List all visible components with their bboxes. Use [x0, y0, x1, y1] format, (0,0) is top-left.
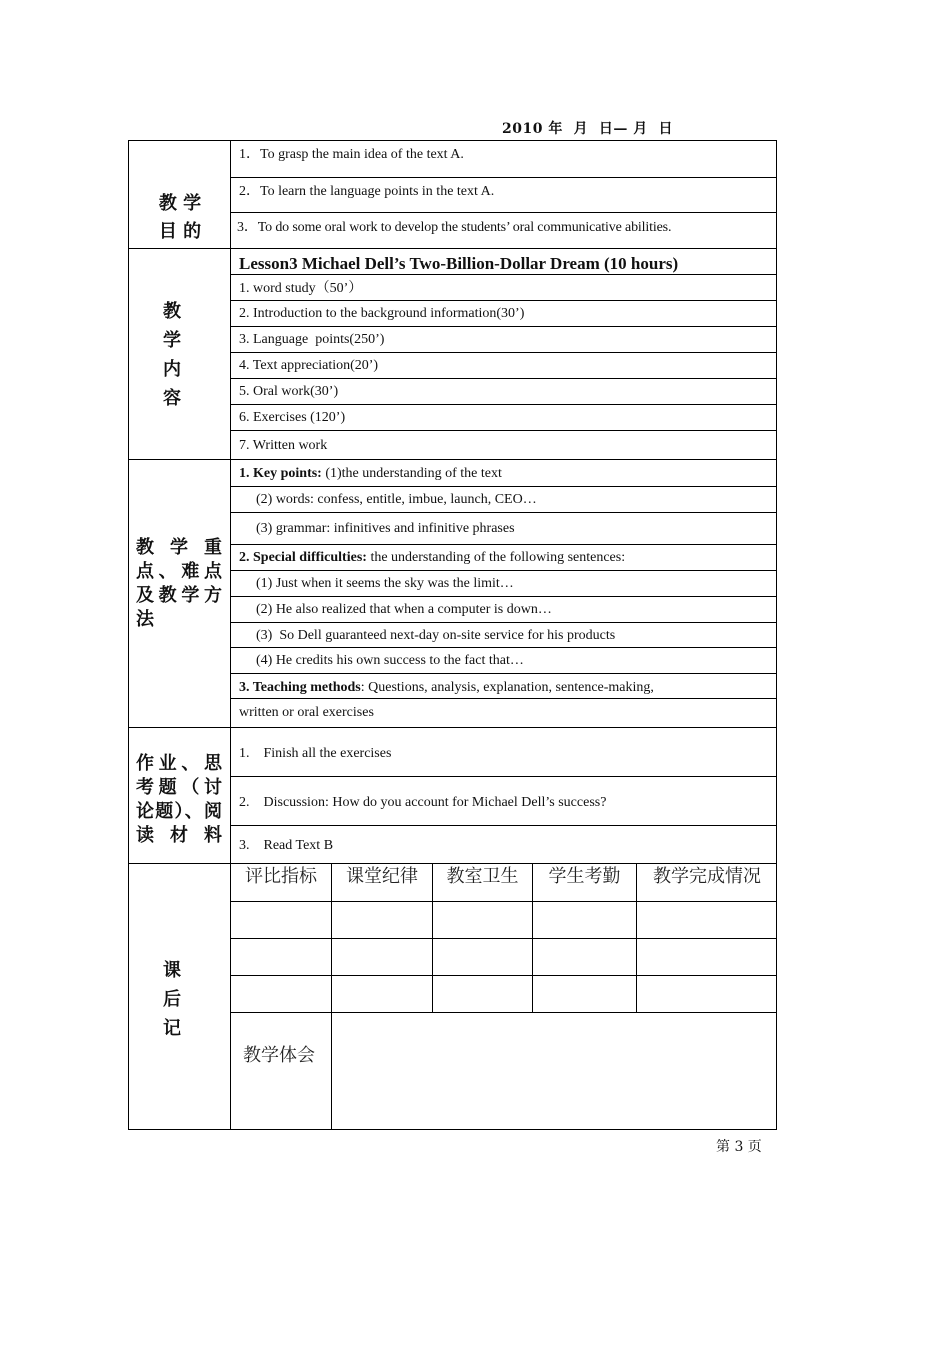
- row-divider: [230, 486, 777, 487]
- afterclass-label-char: 课: [163, 960, 181, 981]
- content-label-char: 容: [163, 388, 181, 409]
- methods-heading: 3. Teaching methods: [239, 680, 361, 695]
- homework-item: 2. Discussion: How do you account for Michael Dell’s success?: [239, 795, 607, 810]
- homework-item: 1. Finish all the exercises: [239, 746, 392, 761]
- row-divider: [230, 326, 777, 327]
- grid-column-divider: [331, 863, 332, 1130]
- row-divider: [230, 544, 777, 545]
- content-item: 5. Oral work(30’): [239, 384, 339, 399]
- grid-header: 评比指标: [245, 866, 317, 887]
- content-label: [152, 297, 192, 413]
- afterclass-label-char: 记: [163, 1018, 181, 1039]
- content-item: 4. Text appreciation(20’): [239, 358, 379, 373]
- objective-item: 3．To do some oral work to develop the students’ oral communicative abilities.: [237, 220, 672, 235]
- key-point-item: (3) grammar: infinitives and infinitive phrases: [256, 521, 515, 536]
- grid-header: 课堂纪律: [346, 866, 418, 887]
- homework-label: 作业、思考题（讨论题）、阅读材料: [136, 753, 222, 846]
- label-column-divider: [230, 140, 231, 1130]
- keypoints-label: 教 学 重点、难点及教学方法: [136, 537, 222, 630]
- row-divider: [230, 378, 777, 379]
- difficulties-heading: 2. Special difficulties:: [239, 550, 367, 565]
- difficulty-item: (3) So Dell guaranteed next-day on-site service for his products: [256, 628, 616, 643]
- grid-row-divider: [230, 1012, 777, 1013]
- row-divider: [230, 300, 777, 301]
- row-divider: [230, 622, 777, 623]
- reflection-label: 教学体会: [243, 1045, 315, 1066]
- row-divider: [230, 212, 777, 213]
- row-divider: [230, 274, 777, 275]
- row-divider: [230, 825, 777, 826]
- difficulty-item: (2) He also realized that when a computer is down…: [256, 602, 552, 617]
- row-divider: [230, 673, 777, 674]
- content-label-char: 内: [163, 359, 181, 380]
- content-item: 2. Introduction to the background information(30’): [239, 306, 525, 321]
- content-item: 7. Written work: [239, 438, 328, 453]
- difficulty-item: (1) Just when it seems the sky was the limit…: [256, 576, 514, 591]
- difficulties-text: the understanding of the following sentences:: [366, 550, 626, 565]
- objective-item: 2．To learn the language points in the text A.: [239, 184, 495, 199]
- objective-item: 1．To grasp the main idea of the text A.: [239, 147, 464, 162]
- afterclass-label: [152, 956, 192, 1043]
- content-item: 3. Language points(250’): [239, 332, 385, 347]
- objectives-label-line: 目 的: [158, 221, 202, 242]
- methods-line: [239, 680, 654, 696]
- grid-row-divider: [230, 938, 777, 939]
- section-divider: [128, 863, 777, 864]
- content-label-char: 学: [163, 330, 181, 351]
- date-line: 2010 年 月 日— 月 日: [502, 121, 673, 137]
- key-points-line: [239, 466, 502, 482]
- lesson-title: Lesson3 Michael Dell’s Two-Billion-Dollar Dream (10 hours): [239, 254, 679, 273]
- afterclass-label-char: 后: [163, 989, 181, 1010]
- row-divider: [230, 512, 777, 513]
- objectives-label-line: 教 学: [158, 193, 202, 214]
- methods-continuation: written or oral exercises: [239, 705, 374, 720]
- row-divider: [230, 647, 777, 648]
- row-divider: [230, 698, 777, 699]
- row-divider: [230, 177, 777, 178]
- difficulty-item: (4) He credits his own success to the fact that…: [256, 653, 524, 668]
- content-item: 6. Exercises (120’): [239, 410, 346, 425]
- content-label-char: 教: [163, 301, 181, 322]
- key-point-item: (2) words: confess, entitle, imbue, launch, CEO…: [256, 492, 537, 507]
- row-divider: [230, 596, 777, 597]
- methods-text: : Questions, analysis, explanation, sentence-making,: [360, 680, 654, 695]
- row-divider: [230, 352, 777, 353]
- section-divider: [128, 459, 777, 460]
- key-points-heading: 1. Key points:: [239, 466, 322, 481]
- grid-row-divider: [230, 901, 777, 902]
- homework-item: 3. Read Text B: [239, 838, 334, 853]
- key-points-text: (1)the understanding of the text: [321, 466, 502, 481]
- objectives-label: [140, 190, 220, 246]
- section-divider: [128, 727, 777, 728]
- difficulties-line: [239, 550, 625, 566]
- grid-header: 教室卫生: [446, 866, 519, 887]
- row-divider: [230, 776, 777, 777]
- grid-row-divider: [230, 975, 777, 976]
- grid-header: 学生考勤: [548, 866, 621, 887]
- row-divider: [230, 404, 777, 405]
- content-item: 1. word study（50’）: [239, 281, 363, 296]
- section-divider: [128, 248, 777, 249]
- grid-header: 教学完成情况: [653, 866, 761, 887]
- page-number: 第 3 页: [716, 1139, 762, 1155]
- row-divider: [230, 570, 777, 571]
- row-divider: [230, 430, 777, 431]
